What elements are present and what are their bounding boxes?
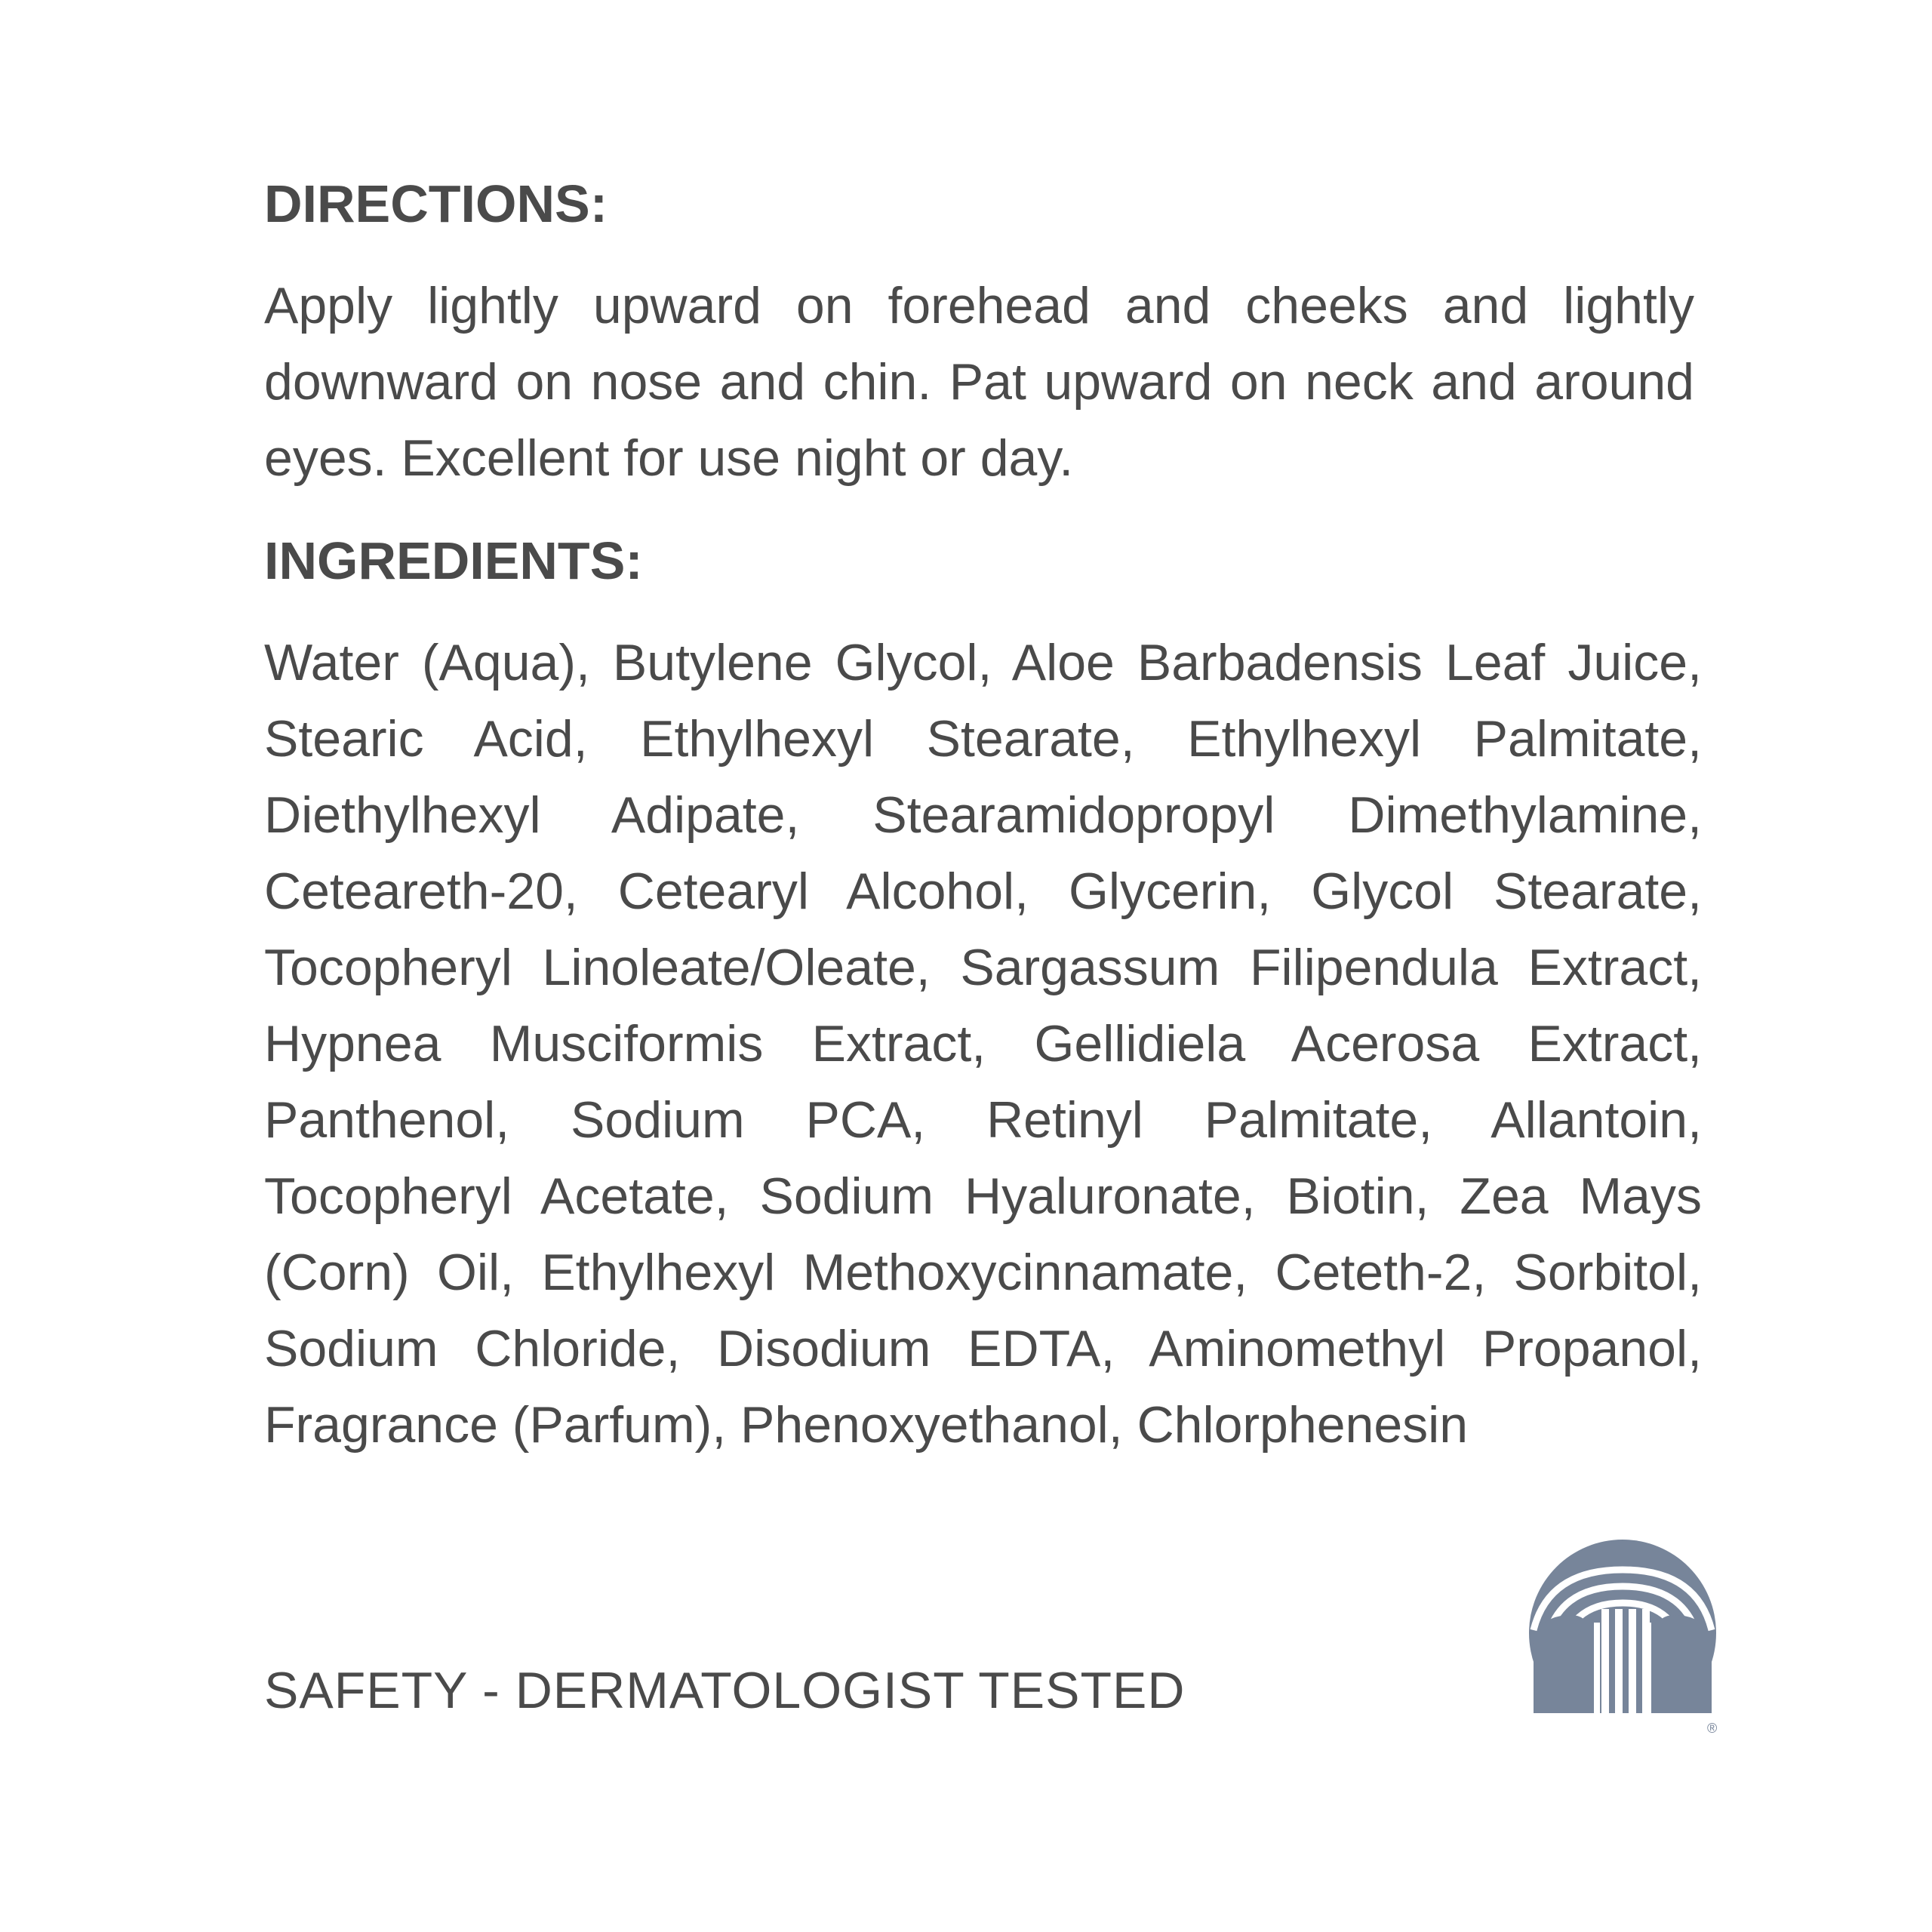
ingredients-text: Water (Aqua), Butylene Glycol, Aloe Barbadensis Leaf Juice, Stearic Acid, Ethylhexyl Stearate, Ethylhexyl Palmitate, Diethylhexyl Adipate, Stearamidopropyl Dimethylamine, Ceteareth-20, Cetearyl Alcohol, Glycerin, Glycol Stearate, Tocopheryl Linoleate/Oleate, Sargassum Filipendula Extract, Hypnea Musciformis Extract, Gellidiela Acerosa Extract, Panthenol, Sodium PCA, Retinyl Palmitate, Allantoin, Tocopheryl Acetate, Sodium Hyaluronate, Biotin, Zea Mays (Corn) Oil, Ethylhexyl Methoxycinnamate, Ceteth-2, Sorbitol, Sodium Chloride, Disodium EDTA, Aminomethyl Propanol, Fragrance (Parfum), Phenoxyethanol, Chlorphenesin bbox=[264, 634, 1702, 1454]
directions-text: Apply lightly upward on forehead and cheeks and lightly downward on nose and chin. Pat upward on neck and around eyes. Excellent for use night or day. bbox=[264, 277, 1694, 487]
safety-statement: SAFETY - DERMATOLOGIST TESTED bbox=[264, 1662, 1186, 1719]
directions-heading: DIRECTIONS: bbox=[264, 174, 608, 233]
registered-mark: ® bbox=[1707, 1721, 1718, 1736]
label-content bbox=[264, 170, 1702, 1463]
ingredients-heading: INGREDIENTS: bbox=[264, 531, 643, 590]
brand-logo-icon bbox=[1526, 1540, 1722, 1736]
